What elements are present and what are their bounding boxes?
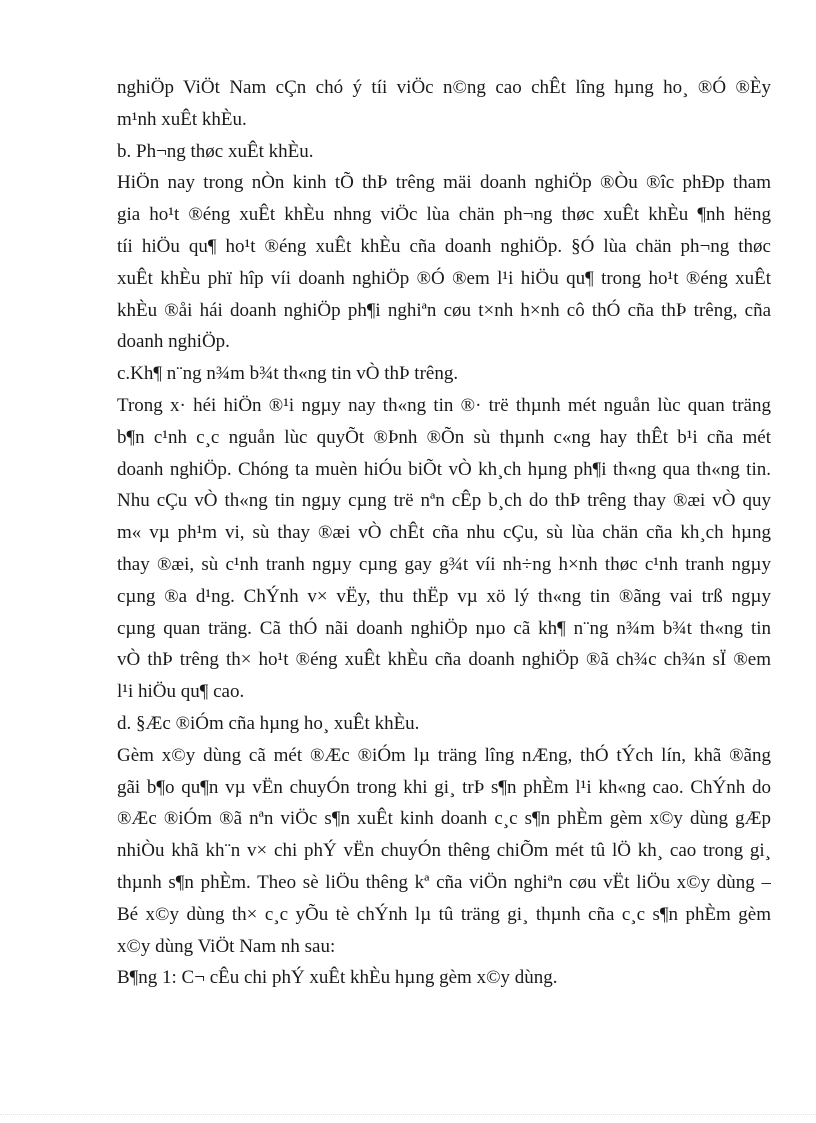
text-line: vÒ thÞ trêng th× ho¹t ®éng xuÊt khÈu cña doanh nghiÖp ®ã ch¾c ch¾n sÏ ®em [117,649,771,671]
text-line: m¹nh xuÊt khÈu. [117,108,247,130]
text-line: Bé x©y dùng th× c¸c yÕu tè chÝnh lµ tû träng gi¸ thµnh cña c¸c s¶n phÈm gèm [117,903,771,925]
text-line: m« vµ ph¹m vi, sù thay ®æi vÒ chÊt cña nhu cÇu, sù lùa chän cña kh¸ch hµng [117,522,771,544]
text-line: ®Æc ®iÓm ®ã nªn viÖc s¶n xuÊt kinh doanh c¸c s¶n phÈm gèm x©y dùng gÆp [117,808,771,830]
text-line: khÈu ®åi hái doanh nghiÖp ph¶i nghiªn cøu t×nh h×nh cô thÓ cña thÞ trêng, cña [117,299,771,321]
text-line: tíi hiÖu qu¶ ho¹t ®éng xuÊt khÈu cña doanh nghiÖp. §Ó lùa chän ph¬ng thøc [117,235,771,257]
text-line: HiÖn nay trong nÒn kinh tÕ thÞ trêng mäi doanh nghiÖp ®Òu ®îc phÐp tham [117,172,771,194]
text-line: Nhu cÇu vÒ th«ng tin ngµy cµng trë nªn cÊp b¸ch do thÞ trêng thay ®æi vÒ quy [117,490,771,512]
text-line: gãi b¶o qu¶n vµ vËn chuyÓn trong khi gi¸ trÞ s¶n phÈm l¹i kh«ng cao. ChÝnh do [117,776,771,798]
text-line: x©y dùng ViÖt Nam nh sau: [117,935,336,957]
text-line: thay ®æi, sù c¹nh tranh ngµy cµng gay g¾t víi nh÷ng h×nh thøc c¹nh tranh ngµy [117,553,771,575]
text-line: Trong x· héi hiÖn ®¹i ngµy nay th«ng tin ®· trë thµnh mét nguån lùc quan träng [117,394,771,416]
text-line: b. Ph¬ng thøc xuÊt khÈu. [117,140,314,162]
text-line: xuÊt khÈu phï hîp víi doanh nghiÖp ®Ó ®em l¹i hiÖu qu¶ trong ho¹t ®éng xuÊt [117,267,771,289]
text-line: cµng quan träng. Cã thÓ nãi doanh nghiÖp nµo cã kh¶ n¨ng n¾m b¾t th«ng tin [117,617,771,639]
text-line: nhiÒu khã kh¨n v× chi phÝ vËn chuyÓn thêng chiÕm mét tû lÖ kh¸ cao trong gi¸ [117,840,771,862]
text-line: c.Kh¶ n¨ng n¾m b¾t th«ng tin vÒ thÞ trêng. [117,363,459,385]
text-line: doanh nghiÖp. Chóng ta muèn hiÓu biÕt vÒ kh¸ch hµng ph¶i th«ng qua th«ng tin. [117,458,771,480]
text-line: l¹i hiÖu qu¶ cao. [117,681,245,703]
page-bottom-border [0,1114,816,1115]
text-line: Gèm x©y dùng cã mét ®Æc ®iÓm lµ träng lîng nÆng, thÓ tÝch lín, khã ®ãng [117,744,771,766]
text-line: nghiÖp ViÖt Nam cÇn chó ý tíi viÖc n©ng cao chÊt lîng hµng ho¸ ®Ó ®Èy [117,77,771,98]
text-line: b¶n c¹nh c¸c nguån lùc quyÕt ®Þnh ®Õn sù thµnh c«ng hay thÊt b¹i cña mét [117,426,771,448]
text-line: cµng ®a d¹ng. ChÝnh v× vËy, thu thËp vµ xö lý th«ng tin ®ãng vai trß ngµy [117,585,771,607]
text-line: thµnh s¶n phÈm. Theo sè liÖu thêng kª cña viÖn nghiªn cøu vËt liÖu x©y dùng – [117,871,771,893]
text-line: gia ho¹t ®éng xuÊt khÈu nhng viÖc lùa chän ph¬ng thøc xuÊt khÈu ¶nh hëng [117,204,771,226]
text-line: doanh nghiÖp. [117,331,230,353]
text-line: d. §Æc ®iÓm cña hµng ho¸ xuÊt khÈu. [117,712,420,734]
body-text [117,72,771,994]
text-line: B¶ng 1: C¬ cÊu chi phÝ xuÊt khÈu hµng gèm x©y dùng. [117,967,558,989]
